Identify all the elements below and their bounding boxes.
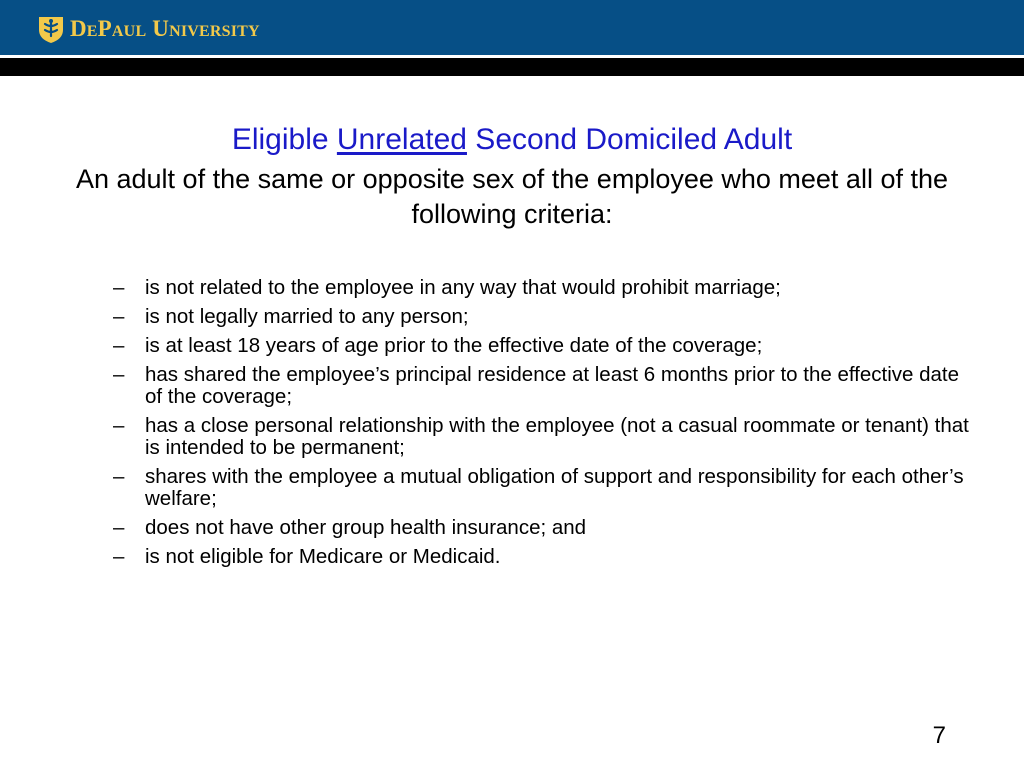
slide-subtitle: An adult of the same or opposite sex of the employee who meet all of the following criteria: (75, 164, 948, 229)
list-item-text: is at least 18 years of age prior to the effective date of the coverage; (145, 334, 763, 357)
list-item-text: is not related to the employee in any way that would prohibit marriage; (145, 276, 781, 299)
list-item (110, 415, 980, 459)
title-suffix: Second Domiciled Adult (466, 123, 793, 156)
list-item (110, 517, 980, 539)
list-item (110, 335, 980, 357)
list-item-text: is not eligible for Medicare or Medicaid. (145, 545, 501, 568)
list-item-text: shares with the employee a mutual obligation of support and responsibility for each other’s welfare; (145, 465, 964, 510)
list-dash: – (113, 545, 125, 568)
title-prefix: Eligible (231, 123, 337, 156)
header-bar (0, 0, 1024, 55)
logo-text: DePaul University (70, 16, 260, 41)
list-dash: – (113, 465, 125, 488)
list-item (110, 466, 980, 510)
list-dash: – (113, 334, 125, 357)
list-item-text: is not legally married to any person; (145, 305, 469, 328)
list-dash: – (113, 414, 125, 437)
page-number: 7 (932, 722, 946, 749)
list-item (110, 364, 980, 408)
title-underlined-word: Unrelated (336, 123, 467, 156)
list-dash: – (113, 363, 125, 386)
list-item (110, 546, 980, 568)
list-item-text: has shared the employee’s principal residence at least 6 months prior to the effective date of the coverage; (145, 363, 960, 408)
depaul-shield-icon (36, 14, 66, 44)
list-item-text: has a close personal relationship with the employee (not a casual roommate or tenant) that is intended to be permanent; (145, 414, 969, 459)
slide-title (0, 120, 1024, 160)
list-item-text: does not have other group health insurance; and (145, 516, 587, 539)
list-dash: – (113, 276, 125, 299)
list-item (110, 306, 980, 328)
list-dash: – (113, 516, 125, 539)
list-dash: – (113, 305, 125, 328)
list-item (110, 277, 980, 299)
criteria-list (110, 277, 980, 575)
university-logo (36, 13, 260, 45)
header-black-band (0, 58, 1024, 76)
